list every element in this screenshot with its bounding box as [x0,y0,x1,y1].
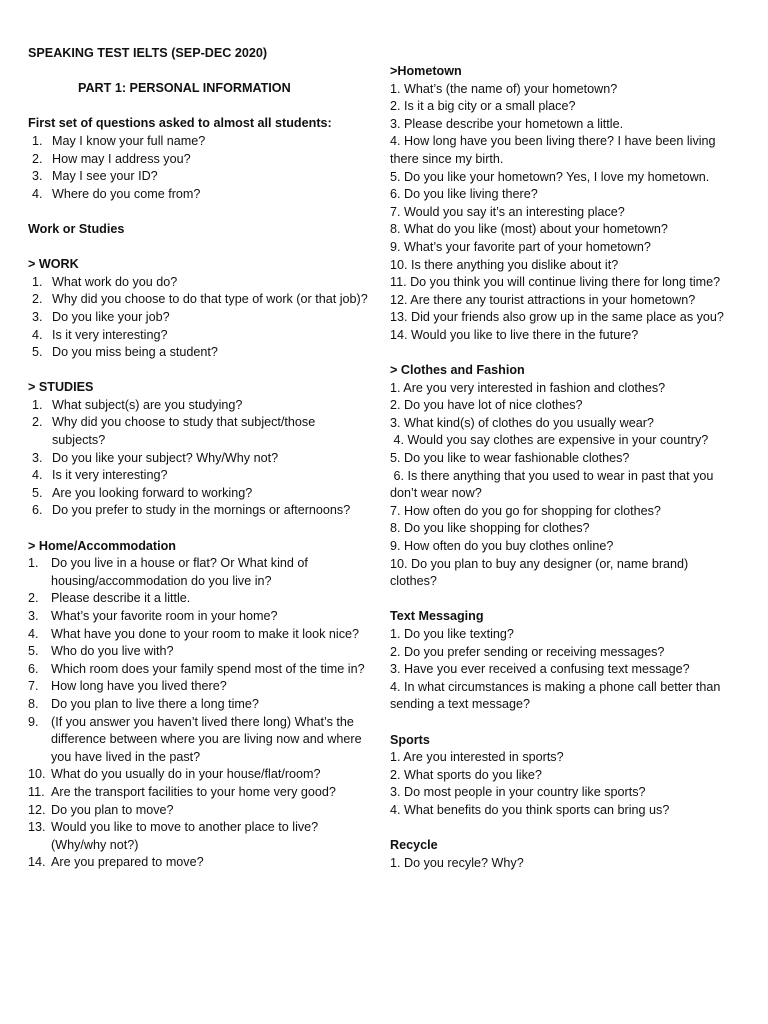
list-item: 9. What’s your favorite part of your hometown? [390,239,651,254]
list-item: 3. Have you ever received a confusing text message? [390,662,690,677]
list-item: 3. Please describe your hometown a little. [390,116,624,131]
list-item: 7. Would you say it’s an interesting place? [390,204,625,219]
list-item: 4. Is it very interesting? [32,468,168,483]
list-item: 3. What’s your favorite room in your home? [28,609,278,623]
list-item: 14. Would you like to live there in the future? [390,327,639,342]
list-item: 11. Do you think you will continue living there for long time? [390,275,721,290]
list-item: 2. Why did you choose to do that type of work (or that job)? [32,292,368,307]
work-or-studies-heading: Work or Studies [28,221,125,236]
list-item: 6. Is there anything that you used to wear in past that you don’t wear now? [390,468,717,501]
list-item: 13. Would you like to move to another place to live? (Why/why not?) [28,820,319,852]
list-item: 7. How often do you go for shopping for clothes? [390,503,661,518]
list-item: 8. Do you like shopping for clothes? [390,521,590,536]
list-item: 1. What’s (the name of) your hometown? [390,81,618,96]
list-item: 12. Do you plan to move? [28,802,174,817]
list-item: 4. Would you say clothes are expensive in your country? [390,433,709,448]
list-item: 5. Who do you live with? [28,644,174,659]
list-item: 13. Did your friends also grow up in the same place as you? [390,310,724,325]
list-item: 10. What do you usually do in your house/flat/room? [28,767,321,782]
list-item: 4. Is it very interesting? [32,327,168,342]
left-column [28,45,370,872]
work-list [28,274,370,362]
list-item: 4. What benefits do you think sports can bring us? [390,802,670,817]
list-item: 1. What subject(s) are you studying? [32,397,243,412]
list-item: 3. Do you like your job? [32,309,170,324]
sports-heading: Sports [390,732,430,747]
texting-heading: Text Messaging [390,609,484,624]
list-item: 8. Do you plan to live there a long time? [28,696,259,711]
list-item: 1. Are you very interested in fashion and clothes? [390,380,666,395]
list-item: 1. Are you interested in sports? [390,750,564,765]
list-item: 5. Do you like to wear fashionable clothes? [390,451,630,466]
list-item: 1. Do you live in a house or flat? Or What kind of housing/accommodation do you live in? [28,556,308,588]
list-item: 11. Are the transport facilities to your home very good? [28,784,336,799]
list-item: 2. Do you prefer sending or receiving messages? [390,644,665,659]
list-item: 8. What do you like (most) about your hometown? [390,222,668,237]
list-item: 1. Do you like texting? [390,627,514,641]
work-heading: > WORK [28,257,79,272]
list-item: 5. Do you like your hometown? Yes, I love my hometown. [390,169,710,184]
document-title: SPEAKING TEST IELTS (SEP-DEC 2020) [28,46,268,60]
hometown-list [390,81,735,345]
list-item: 4. Where do you come from? [32,186,201,201]
list-item: 6. Which room does your family spend most of the time in? [28,661,365,676]
list-item: 2. What sports do you like? [390,767,542,782]
list-item: 1. What work do you do? [32,274,178,289]
clothes-list [390,380,735,591]
texting-list [390,626,735,714]
list-item: 3. Do most people in your country like sports? [390,785,646,800]
studies-list [28,397,370,520]
sports-list [390,749,735,819]
list-item: 5. Are you looking forward to working? [32,485,253,500]
list-item: 2. Please describe it a little. [28,591,191,606]
list-item: 4. In what circumstances is making a phone call better than sending a text message? [390,679,721,712]
clothes-heading: > Clothes and Fashion [390,363,525,378]
first-set-list [28,133,370,203]
list-item: 2. How may I address you? [32,151,191,166]
first-set-heading: First set of questions asked to almost all students: [28,116,332,131]
hometown-heading: >Hometown [390,64,462,78]
list-item: 3. May I see your ID? [32,169,158,184]
list-item: 6. Do you prefer to study in the mornings or afternoons? [32,503,351,518]
list-item: 4. What have you done to your room to make it look nice? [28,626,360,641]
list-item: 4. How long have you been living there? I have been living there since my birth. [390,134,716,166]
list-item: 2. Is it a big city or a small place? [390,99,576,114]
home-list [28,555,370,872]
list-item: 9. How often do you buy clothes online? [390,539,614,554]
list-item: 2. Why did you choose to study that subject/those subjects? [32,415,316,448]
list-item: 14. Are you prepared to move? [28,855,204,870]
home-heading: > Home/Accommodation [28,538,177,553]
list-item: 3. What kind(s) of clothes do you usually wear? [390,415,654,430]
recycle-heading: Recycle [390,838,438,853]
recycle-list [390,855,735,873]
list-item: 10. Is there anything you dislike about it? [390,257,619,272]
list-item: 7. How long have you lived there? [28,679,227,694]
list-item: 1. Do you recyle? Why? [390,855,524,870]
studies-heading: > STUDIES [28,380,94,395]
right-column [390,63,735,872]
list-item: 9. (If you answer you haven’t lived there long) What’s the difference between where you are living now and where you have lived in the past? [28,714,362,764]
list-item: 2. Do you have lot of nice clothes? [390,398,583,413]
list-item: 12. Are there any tourist attractions in your hometown? [390,292,696,307]
list-item: 10. Do you plan to buy any designer (or, name brand) clothes? [390,556,689,589]
list-item: 1. May I know your full name? [32,133,206,148]
part-heading: PART 1: PERSONAL INFORMATION [78,81,291,96]
list-item: 6. Do you like living there? [390,187,538,202]
list-item: 3. Do you like your subject? Why/Why not? [32,450,279,465]
list-item: 5. Do you miss being a student? [32,345,218,360]
